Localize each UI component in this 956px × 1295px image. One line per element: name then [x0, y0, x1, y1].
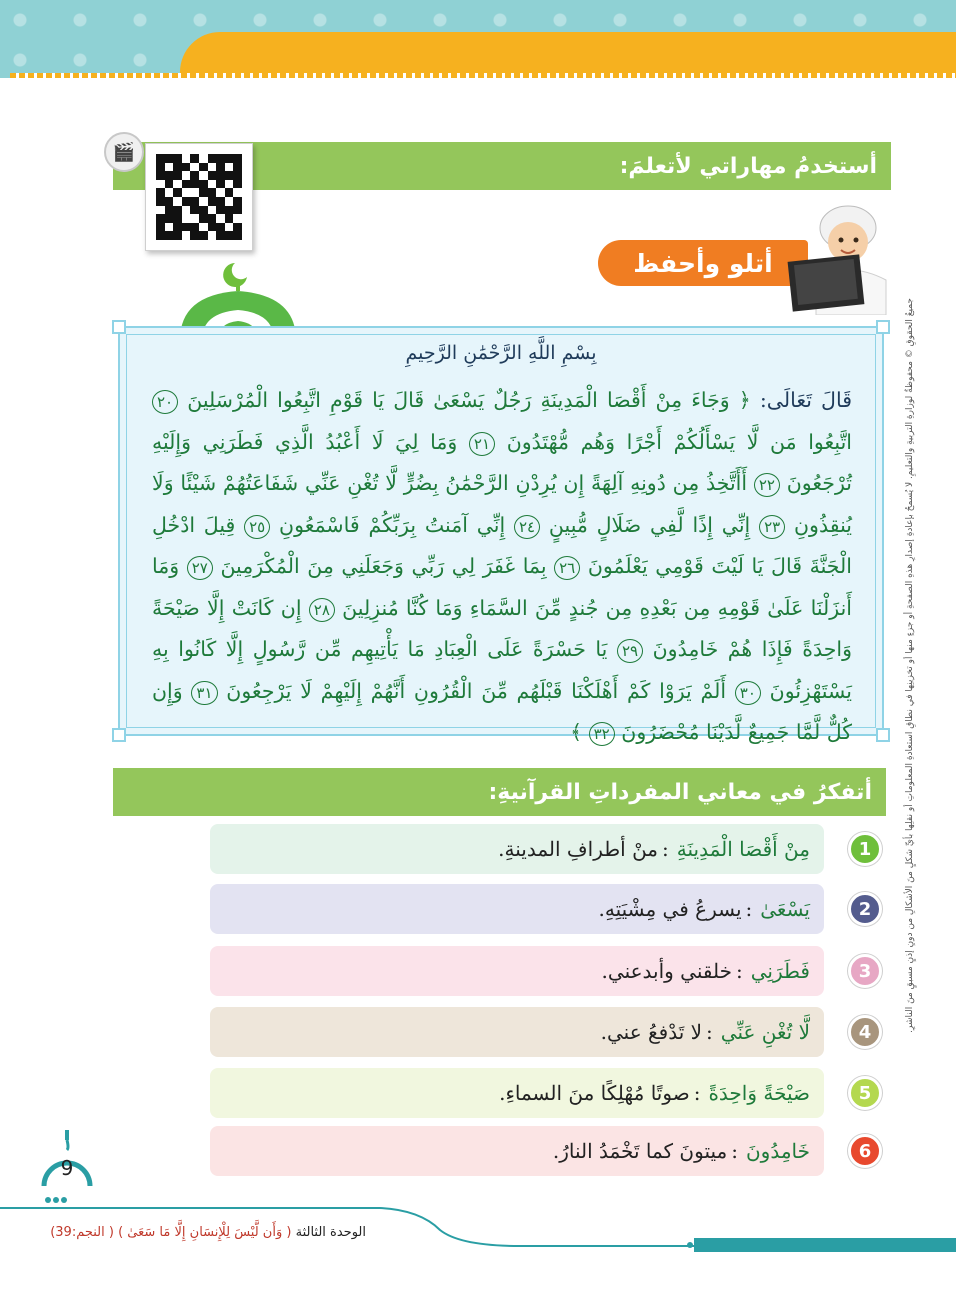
- qr-pattern-icon: [156, 154, 242, 240]
- vocab-meaning: ميتونَ كما تَخْمَدُ النارُ.: [552, 1139, 728, 1163]
- quran-verses-box: [118, 326, 884, 744]
- verse-number: ٢١: [469, 432, 495, 456]
- verse: وَمَا أَنزَلْنَا عَلَىٰ قَوْمِهِ مِن بَعْدِهِ مِن جُندٍ مِّنَ السَّمَاءِ وَمَا كُنَّا مُنزِلِينَ: [152, 554, 852, 620]
- vocab-meaning: يسرعُ في مِشْيَتِهِ.: [598, 897, 742, 921]
- vocab-number-badge: 3: [848, 954, 882, 988]
- verse-number: ٢٤: [514, 515, 540, 539]
- verse-number: ٢٦: [554, 556, 580, 580]
- vocab-number-badge: 1: [848, 832, 882, 866]
- skills-title: أستخدمُ مهاراتي لأتعلمَ:: [619, 153, 877, 179]
- basmala: بِسْمِ اللَّهِ الرَّحْمَٰنِ الرَّحِيمِ: [405, 342, 597, 364]
- verse-number: ٢٨: [309, 598, 335, 622]
- vocab-term: يَسْعَىٰ: [760, 897, 810, 921]
- verse: أَأَتَّخِذُ مِن دُونِهِ آلِهَةً إِن يُرِدْنِ الرَّحْمَٰنُ بِضُرٍّ لَّا تُغْنِ عَنِّي شَفَاعَتُهُمْ شَيْئًا وَلَا يُنقِذُونِ: [152, 471, 852, 537]
- reflect-header: [113, 768, 886, 816]
- verse: إِنِّي إِذًا لَّفِي ضَلَالٍ مُّبِينٍ: [548, 512, 751, 537]
- unit-verse: ( وَأَن لَّيْسَ لِلْإِنسَانِ إِلَّا مَا سَعَىٰ ): [118, 1225, 292, 1240]
- boy-reading-illustration-icon: [786, 200, 890, 315]
- verse: اتَّبِعُوا مَن لَّا يَسْأَلُكُمْ أَجْرًا وَهُم مُّهْتَدُونَ: [506, 429, 852, 454]
- vocab-separator: :: [662, 837, 669, 861]
- verse-number: ٢٧: [187, 556, 213, 580]
- qr-code[interactable]: [145, 143, 253, 251]
- page-number: 9: [60, 1156, 74, 1180]
- frame-corner: [112, 728, 126, 742]
- vocab-meaning: منْ أطرافِ المدينةِ.: [498, 837, 658, 861]
- verse-number: ٢٣: [759, 515, 785, 539]
- verse-number: ٢٥: [244, 515, 270, 539]
- verse-number: ٢٩: [617, 639, 643, 663]
- vocab-meaning: خلقني وأبدعني.: [601, 959, 732, 983]
- vocab-separator: :: [731, 1139, 738, 1163]
- top-dotted-border: [10, 73, 956, 78]
- verse: يَا حَسْرَةً عَلَى الْعِبَادِ مَا يَأْتِيهِم مِّن رَّسُولٍ إِلَّا كَانُوا بِهِ يَسْتَهْزِئُونَ: [152, 637, 852, 703]
- vocab-separator: :: [736, 959, 743, 983]
- video-clapper-icon[interactable]: 🎬: [104, 132, 144, 172]
- verse-number: ٣١: [191, 681, 217, 705]
- verse-number: ٣٠: [735, 681, 761, 705]
- verse-intro: قَالَ تَعَالَى:: [759, 388, 852, 412]
- reflect-title: أتفكرُ في معاني المفرداتِ القرآنيةِ:: [488, 779, 872, 805]
- vocab-row: [210, 824, 824, 874]
- frame-corner: [112, 320, 126, 334]
- vocab-term: صَيْحَةً وَاحِدَةً: [708, 1081, 810, 1105]
- vocab-row: [210, 884, 824, 934]
- vocab-separator: :: [693, 1081, 701, 1105]
- close-bracket: ﴾: [570, 720, 583, 744]
- vocab-term: فَطَرَنِي: [750, 959, 810, 983]
- verse-number: ٢٠: [152, 390, 178, 414]
- verse-number: ٢٢: [754, 473, 780, 497]
- unit-label: الوحدة الثالثة: [295, 1225, 366, 1240]
- unit-verse-ref: ( النجم:39): [50, 1225, 114, 1240]
- vocab-row: [210, 946, 824, 996]
- verses-text: [152, 380, 852, 754]
- open-bracket: ﴿: [738, 388, 751, 412]
- recite-label: أتلو وأحفظ: [633, 248, 773, 278]
- frame-corner: [876, 320, 890, 334]
- vocab-separator: :: [706, 1020, 713, 1044]
- verse: وَإِن كُلٌّ لَّمَّا جَمِيعٌ لَّدَيْنَا مُحْضَرُونَ: [152, 678, 852, 744]
- vocab-row: [210, 1126, 824, 1176]
- vocab-number-badge: 5: [848, 1076, 882, 1110]
- copyright-text: جميعُ الحقوقِ © محفوظةٌ لوزارةِ التربيةِ والتعليمِ. لا يُسمحُ بإعادةِ إصدارِ هذهِ الصفحةِ أو جزءٍ منها أو تخزينِها في نطاقِ استعادةِ المعلوماتِ أو نقلِها بأيِّ شكلٍ منَ الأشكالِ من دونِ إذنٍ مسبقٍ منَ الناشرِ.: [905, 298, 915, 1033]
- vocab-meaning: لا تَدْفعُ عني.: [600, 1020, 703, 1044]
- verse: إِن كَانَتْ إِلَّا صَيْحَةً وَاحِدَةً فَإِذَا هُمْ خَامِدُونَ: [152, 595, 852, 661]
- vocab-term: لَّا تُغْنِ عَنِّي: [720, 1020, 810, 1044]
- frame-corner: [876, 728, 890, 742]
- verse-number: ٣٢: [589, 722, 615, 746]
- vocab-term: مِنْ أَقْصَا الْمَدِينَةِ: [676, 837, 810, 861]
- vocab-meaning: صوتًا مُهْلِكًا منَ السماءِ.: [499, 1081, 690, 1105]
- verse: قِيلَ ادْخُلِ الْجَنَّةَ قَالَ يَا لَيْتَ قَوْمِي يَعْلَمُونَ: [152, 512, 852, 578]
- verse: وَمَا لِيَ لَا أَعْبُدُ الَّذِي فَطَرَنِي وَإِلَيْهِ تُرْجَعُونَ: [152, 429, 852, 495]
- footer-unit-text: [36, 1225, 366, 1240]
- vocab-separator: :: [745, 897, 753, 921]
- verse: إِنِّي آمَنتُ بِرَبِّكُمْ فَاسْمَعُونِ: [279, 512, 506, 537]
- vocab-row: [210, 1007, 824, 1057]
- verse: وَجَاءَ مِنْ أَقْصَا الْمَدِينَةِ رَجُلٌ يَسْعَىٰ قَالَ يَا قَوْمِ اتَّبِعُوا الْمُرْسَلِينَ: [187, 388, 730, 412]
- vocab-number-badge: 6: [848, 1134, 882, 1168]
- verse: أَلَمْ يَرَوْا كَمْ أَهْلَكْنَا قَبْلَهُم مِّنَ الْقُرُونِ أَنَّهُمْ إِلَيْهِمْ لَا يَرْجِعُونَ: [226, 678, 727, 703]
- vocab-number-badge: 2: [848, 892, 882, 926]
- verse: بِمَا غَفَرَ لِي رَبِّي وَجَعَلَنِي مِنَ الْمُكْرَمِينَ: [220, 554, 547, 578]
- vocab-term: خَامِدُونَ: [745, 1139, 810, 1163]
- vocab-number-badge: 4: [848, 1015, 882, 1049]
- recite-memorize-badge: [598, 240, 808, 286]
- copyright-side-note: [905, 298, 927, 1033]
- vocab-row: [210, 1068, 824, 1118]
- top-orange-strip: [180, 32, 956, 74]
